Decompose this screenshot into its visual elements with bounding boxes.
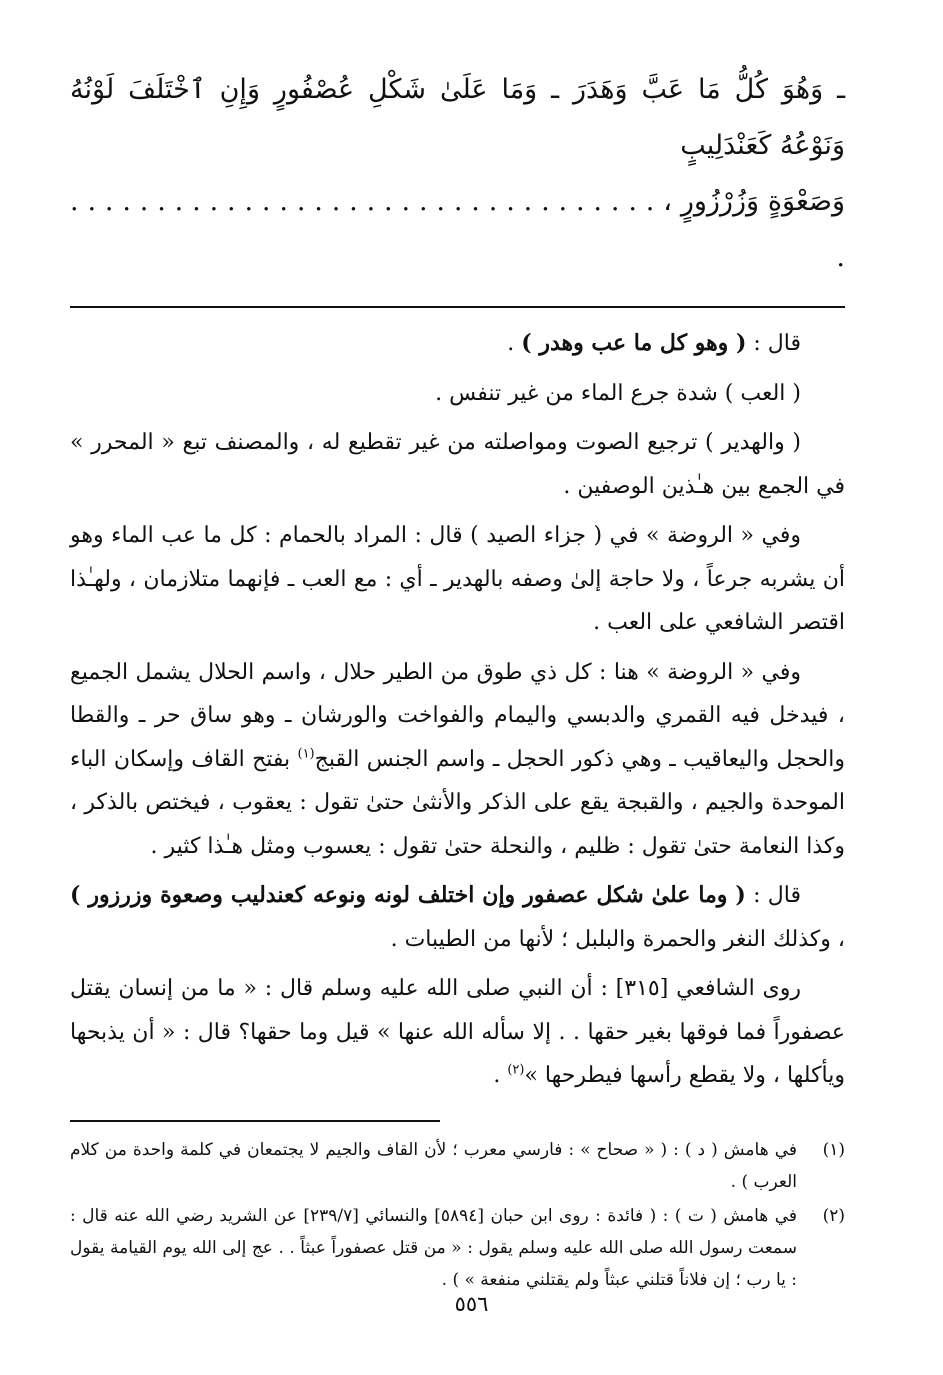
footnote-2 (70, 1200, 845, 1296)
paragraph-text: وفي « الروضة » هنا : كل ذي طوق من الطير حلال ، واسم الحلال يشمل الجميع ، فيدخل فيه القمري والدبسي واليمام والفواخت والورشان ـ وهو ساق حر ـ والقطا والحجل واليعاقيب ـ وهي ذكور الحجل ـ واسم الجنس القبج (70, 659, 845, 772)
matn-line-1: ـ وَهُوَ كُلُّ مَا عَبَّ وَهَدَرَ ـ وَمَا عَلَىٰ شَكْلِ عُصْفُورٍ وَإِنِ ٱخْتَلَفَ لَوْنُهُ وَنَوْعُهُ كَعَنْدَلِيبٍ (70, 74, 845, 161)
footnote-text: في هامش ( ت ) : ( فائدة : روى ابن حبان [٥٨٩٤] والنسائي [٢٣٩/٧] عن الشريد رضي الله عنه قال : سمعت رسول الله صلى الله عليه وسلم يقول : « من قتل عصفوراً عبثاً . . عج إلى الله يوم القيامة يقول : يا رب ؛ إن فلاناً قتلني عبثاً ولم يقتلني منفعة » ) . (70, 1205, 797, 1290)
paragraph-text: بفتح القاف وإسكان الباء الموحدة والجيم ، والقبجة يقع على الذكر والأنثىٰ حتىٰ تقول : يعقوب ، فيختص بالذكر ، وكذا النعامة حتىٰ تقول : ظليم ، والنحلة حتىٰ تقول : يعسوب ومثل هـٰذا كثير . (70, 746, 845, 859)
matn-text (70, 62, 845, 286)
quoted-matn: ( وما علىٰ شكل عصفور وإن اختلف لونه ونوعه كعندليب وصعوة وزرزور ) (70, 882, 746, 908)
footnote-ref-2[interactable]: (٢) (507, 1062, 525, 1078)
footnote-text: في هامش ( د ) : ( « صحاح » : فارسي معرب ؛ لأن القاف والجيم لا يجتمعان في كلمة واحدة من كلام العرب ) . (70, 1139, 797, 1192)
commentary-paragraph: وفي « الروضة » في ( جزاء الصيد ) قال : المراد بالحمام : كل ما عب الماء وهو أن يشربه جرعاً ، ولا حاجة إلىٰ وصفه بالهدير ـ أي : مع العب ـ فإنهما متلازمان ، ولهـٰذا اقتصر الشافعي على العب . (70, 523, 845, 635)
page-number: ٥٥٦ (454, 1292, 489, 1316)
commentary-paragraph: ( والهدير ) ترجيع الصوت ومواصلته من غير تقطيع له ، والمصنف تبع « المحرر » في الجمع بين هـٰذين الوصفين . (70, 430, 845, 499)
qala-label: قال : (746, 331, 801, 356)
footnote-number: (١) (822, 1139, 845, 1160)
paragraph-end: . (507, 331, 522, 356)
commentary-paragraph (70, 322, 845, 366)
footnote-number: (٢) (822, 1205, 845, 1226)
qala-label: قال : (745, 883, 801, 908)
paragraph-end: . (493, 1063, 508, 1088)
footnote-1 (70, 1134, 845, 1198)
footnote-separator (70, 1120, 440, 1122)
matn-line-2 (70, 174, 845, 286)
page-body (70, 62, 845, 1298)
paragraph-text: روى الشافعي [٣١٥] : أن النبي صلى الله عليه وسلم قال : « ما من إنسان يقتل عصفوراً فما فوقها بغير حقها . . إلا سأله الله عنها » قيل وما حقها؟ قال : « أن يذبحها ويأكلها ، ولا يقطع رأسها فيطرحها » (70, 976, 845, 1088)
footnote-ref-1[interactable]: (١) (297, 746, 315, 762)
commentary-paragraph (70, 874, 845, 961)
paragraph-text: ، وكذلك النغر والحمرة والبلبل ؛ لأنها من الطيبات . (390, 926, 845, 952)
footnotes (70, 1134, 845, 1296)
commentary-paragraph: ( العب ) شدة جرع الماء من غير تنفس . (435, 380, 801, 406)
commentary (70, 322, 845, 1098)
matn-line-2-text: وَصَعْوَةٍ وَزُرْزُورٍ ، (663, 186, 845, 217)
quoted-matn: ( وهو كل ما عب وهدر ) (521, 330, 747, 356)
commentary-paragraph (70, 967, 845, 1098)
matn-dots: . . . . . . . . . . . . . . . . . . . . . . . . . . . . . . . . . . . (70, 186, 845, 273)
commentary-paragraph (70, 651, 845, 869)
matn-separator (70, 306, 845, 308)
